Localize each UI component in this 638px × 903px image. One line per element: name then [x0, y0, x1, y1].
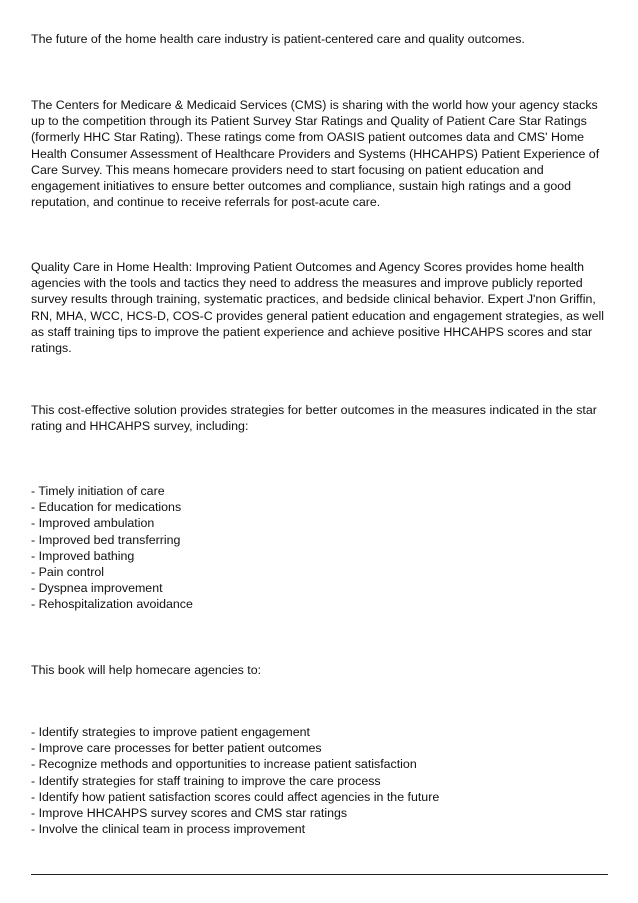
list-item: - Improved bathing	[31, 548, 135, 563]
list-item: - Improved ambulation	[31, 516, 155, 531]
list-item: - Identify strategies to improve patient engagement	[31, 725, 310, 739]
bottom-divider	[31, 874, 608, 875]
list-item: - Rehospitalization avoidance	[31, 597, 193, 612]
list-item: - Timely initiation of care	[31, 484, 165, 498]
list-item: - Improve care processes for better patient outcomes	[31, 741, 322, 756]
book-description-paragraph: Quality Care in Home Health: Improving Patient Outcomes and Agency Scores provides home health agencies with the tools and tactics they need to address the measures and improve publicly reported survey results through training, systematic practices, and bedside clinical behavior. Expert J'non Griffin, RN, MHA, WCC, HCS-D, COS-C provides general patient education and engagement strategies, as well as staff training tips to improve the patient experience and achieve positive HHCAHPS scores and star ratings.	[31, 260, 604, 356]
list-item: - Education for medications	[31, 500, 182, 515]
intro-paragraph: The future of the home health care industry is patient-centered care and quality outcomes.	[31, 32, 525, 46]
help-list	[31, 724, 611, 837]
list-item: - Identify strategies for staff training to improve the care process	[31, 773, 381, 788]
solution-paragraph: This cost-effective solution provides strategies for better outcomes in the measures indicated in the star rating and HHCAHPS survey, including:	[31, 403, 597, 434]
list-item: - Improve HHCAHPS survey scores and CMS star ratings	[31, 806, 348, 821]
list-item: - Dyspnea improvement	[31, 581, 163, 596]
list-item: - Improved bed transferring	[31, 532, 181, 547]
list-item: - Pain control	[31, 565, 105, 580]
measures-list	[31, 483, 611, 613]
list-item: - Identify how patient satisfaction scores could affect agencies in the future	[31, 789, 440, 804]
cms-paragraph: The Centers for Medicare & Medicaid Services (CMS) is sharing with the world how your agency stacks up to the competition through its Patient Survey Star Ratings and Quality of Patient Care Star Ratings (formerly HHC Star Rating). These ratings come from OASIS patient outcomes data and CMS' Home Health Consumer Assessment of Healthcare Providers and Systems (HHCAHPS) Patient Experience of Care Survey. This means homecare providers need to start focusing on patient education and engagement initiatives to ensure better outcomes and compliance, sustain high ratings and a good reputation, and continue to receive referrals for post-acute care.	[31, 98, 600, 210]
list-item: - Involve the clinical team in process improvement	[31, 822, 306, 837]
list-item: - Recognize methods and opportunities to increase patient satisfaction	[31, 757, 417, 772]
help-intro-paragraph: This book will help homecare agencies to:	[31, 663, 262, 677]
